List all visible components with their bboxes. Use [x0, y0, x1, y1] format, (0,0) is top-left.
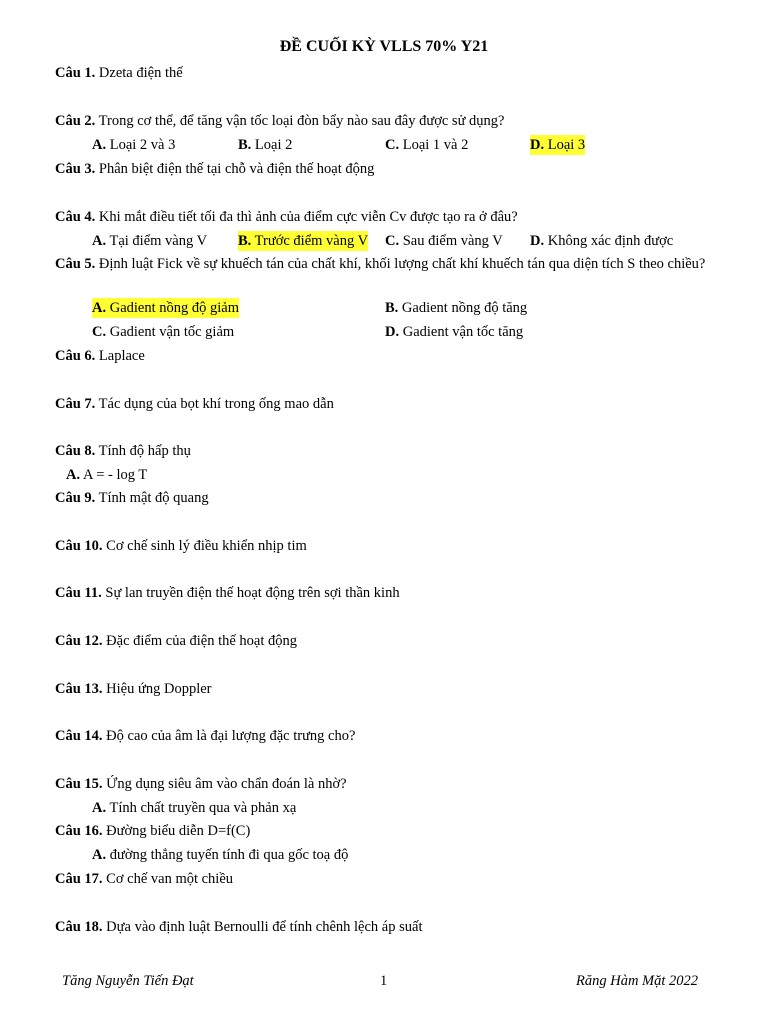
question-text: Laplace — [98, 348, 145, 364]
option-text: Trước điểm vàng V — [254, 233, 369, 249]
question-label: Câu 6. — [55, 348, 96, 364]
option-label: B. — [385, 300, 399, 316]
question-text: Tác dụng của bọt khí trong ống mao dẫn — [98, 396, 334, 412]
question-label: Câu 17. — [55, 871, 103, 887]
question-1 — [55, 63, 183, 83]
question-label: Câu 18. — [55, 919, 103, 935]
option-text: Loại 3 — [547, 137, 586, 153]
question-label: Câu 14. — [55, 728, 103, 744]
question-8 — [55, 441, 191, 461]
option-2b — [238, 135, 292, 155]
option-label: A. — [92, 800, 107, 816]
option-2c — [385, 135, 468, 155]
question-10 — [55, 536, 307, 556]
question-text: Sự lan truyền điện thế hoạt động trên sợi thần kinh — [105, 585, 400, 601]
question-text: Trong cơ thể, để tăng vận tốc loại đòn bẩy nào sau đây được sử dụng? — [98, 113, 505, 129]
option-15a — [92, 798, 296, 818]
question-text: Dzeta điện thế — [98, 65, 183, 81]
option-text: Loại 2 và 3 — [109, 137, 176, 153]
question-18 — [55, 917, 422, 937]
question-7 — [55, 394, 334, 414]
question-label: Câu 8. — [55, 443, 96, 459]
question-11 — [55, 583, 400, 603]
question-label: Câu 12. — [55, 633, 103, 649]
option-text: đường thẳng tuyến tính đi qua gốc toạ độ — [109, 847, 349, 863]
option-label: A. — [92, 847, 107, 863]
option-text: Gadient vận tốc giảm — [109, 324, 235, 340]
option-text: Tại điểm vàng V — [109, 233, 208, 249]
question-14 — [55, 726, 355, 746]
option-label: A. — [92, 137, 107, 153]
question-text: Định luật Fick về sự khuếch tán của chất khí, khối lượng chất khí khuếch tán qua diện tích S theo chiều? — [98, 256, 706, 272]
option-text: Tính chất truyền qua và phản xạ — [109, 800, 297, 816]
option-label: A. — [66, 467, 81, 483]
option-label: D. — [530, 137, 545, 153]
question-2 — [55, 111, 505, 131]
option-2d-highlighted — [530, 135, 585, 155]
question-label: Câu 4. — [55, 209, 96, 225]
question-label: Câu 2. — [55, 113, 96, 129]
question-label: Câu 7. — [55, 396, 96, 412]
question-text: Đường biểu diễn D=f(C) — [106, 823, 251, 839]
question-label: Câu 9. — [55, 490, 96, 506]
option-text: Sau điểm vàng V — [402, 233, 503, 249]
option-text: Gadient nồng độ giảm — [109, 300, 240, 316]
option-label: C. — [385, 233, 400, 249]
question-4 — [55, 207, 518, 227]
option-16a — [92, 845, 348, 865]
option-4b-highlighted — [238, 231, 368, 251]
question-label: Câu 11. — [55, 585, 102, 601]
question-text: Cơ chế sinh lý điều khiển nhịp tim — [106, 538, 307, 554]
question-5 — [55, 254, 715, 274]
question-label: Câu 3. — [55, 161, 96, 177]
question-3 — [55, 159, 374, 179]
question-9 — [55, 488, 209, 508]
option-5c — [92, 322, 234, 342]
question-text: Hiệu ứng Doppler — [106, 681, 212, 697]
question-text: Phân biệt điện thế tại chỗ và điện thế hoạt động — [98, 161, 375, 177]
question-label: Câu 15. — [55, 776, 103, 792]
option-2a — [92, 135, 175, 155]
option-label: D. — [385, 324, 400, 340]
question-text: Khi mắt điều tiết tối đa thì ảnh của điểm cực viễn Cv được tạo ra ở đâu? — [98, 209, 518, 225]
option-text: Gadient vận tốc tăng — [402, 324, 524, 340]
page-title: ĐỀ CUỐI KỲ VLLS 70% Y21 — [279, 38, 489, 55]
option-4d — [530, 231, 673, 251]
question-text: Ứng dụng siêu âm vào chẩn đoán là nhờ? — [106, 776, 347, 792]
option-label: A. — [92, 233, 107, 249]
option-label: C. — [385, 137, 400, 153]
question-label: Câu 5. — [55, 256, 96, 272]
option-label: C. — [92, 324, 107, 340]
footer-author: Tăng Nguyễn Tiến Đạt — [62, 973, 194, 989]
question-text: Dựa vào định luật Bernoulli để tính chênh lệch áp suất — [106, 919, 423, 935]
option-4c — [385, 231, 503, 251]
question-16 — [55, 821, 250, 841]
option-5b — [385, 298, 527, 318]
footer-page-number: 1 — [380, 973, 388, 989]
question-text: Tính mật độ quang — [98, 490, 209, 506]
option-text: Không xác định được — [547, 233, 674, 249]
option-label: A. — [92, 300, 107, 316]
option-label: B. — [238, 233, 252, 249]
option-5d — [385, 322, 523, 342]
option-text: Gadient nồng độ tăng — [401, 300, 528, 316]
option-text: Loại 1 và 2 — [402, 137, 469, 153]
question-6 — [55, 346, 145, 366]
question-label: Câu 13. — [55, 681, 103, 697]
question-label: Câu 1. — [55, 65, 96, 81]
option-4a — [92, 231, 207, 251]
option-8a — [66, 465, 147, 485]
question-15 — [55, 774, 347, 794]
option-text: Loại 2 — [254, 137, 293, 153]
option-label: B. — [238, 137, 252, 153]
question-label: Câu 10. — [55, 538, 103, 554]
question-text: Cơ chế van một chiều — [106, 871, 234, 887]
footer-department: Răng Hàm Mặt 2022 — [576, 973, 699, 989]
question-text: Tính độ hấp thụ — [98, 443, 191, 459]
option-text: A = - log T — [82, 467, 148, 483]
question-label: Câu 16. — [55, 823, 103, 839]
question-12 — [55, 631, 297, 651]
option-label: D. — [530, 233, 545, 249]
question-text: Độ cao của âm là đại lượng đặc trưng cho? — [106, 728, 356, 744]
question-text: Đặc điểm của điện thế hoạt động — [106, 633, 298, 649]
question-13 — [55, 679, 211, 699]
question-17 — [55, 869, 233, 889]
option-5a-highlighted — [92, 298, 239, 318]
